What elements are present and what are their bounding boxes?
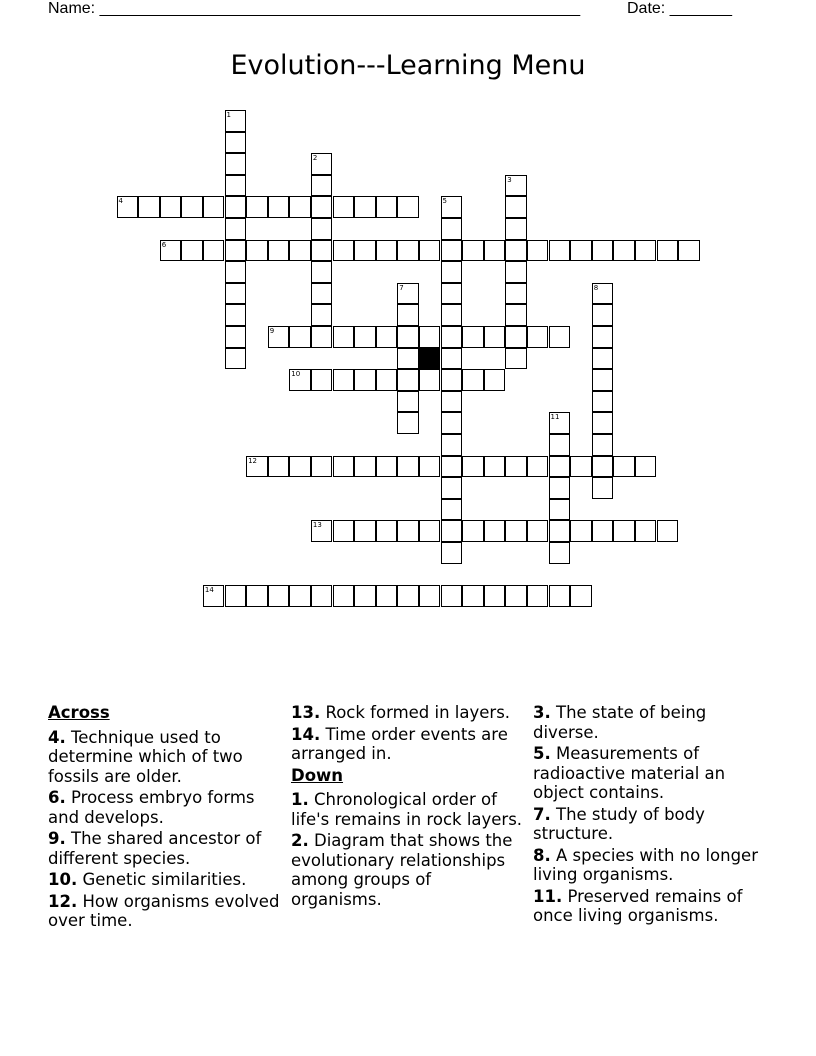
crossword-cell[interactable] xyxy=(441,434,463,456)
crossword-cell[interactable] xyxy=(505,240,527,262)
crossword-cell[interactable] xyxy=(462,326,484,348)
crossword-cell[interactable] xyxy=(225,240,247,262)
across-heading: Across xyxy=(48,703,110,722)
crossword-cell[interactable] xyxy=(527,456,549,478)
crossword-cell[interactable] xyxy=(613,520,635,542)
crossword-cell[interactable] xyxy=(613,240,635,262)
crossword-cell[interactable] xyxy=(354,326,376,348)
clue-across-4: 4. Technique used to determine which of two fossils are older. xyxy=(48,727,243,786)
crossword-cell[interactable] xyxy=(311,196,333,218)
crossword-cell[interactable] xyxy=(246,456,268,478)
crossword-cell[interactable] xyxy=(462,520,484,542)
clue-number: 5 xyxy=(442,197,447,206)
crossword-cell[interactable] xyxy=(441,499,463,521)
crossword-cell[interactable] xyxy=(397,391,419,413)
crossword-cell[interactable] xyxy=(419,456,441,478)
crossword-cell[interactable] xyxy=(333,369,355,391)
crossword-cell[interactable] xyxy=(592,391,614,413)
crossword-cell[interactable] xyxy=(419,326,441,348)
clue-number: 4 xyxy=(118,197,123,206)
clue-number: 3 xyxy=(507,175,512,184)
crossword-cell[interactable] xyxy=(635,240,657,262)
crossword-cell[interactable] xyxy=(570,240,592,262)
crossword-cell[interactable] xyxy=(311,304,333,326)
crossword-cell[interactable] xyxy=(246,585,268,607)
crossword-cell[interactable] xyxy=(311,520,333,542)
crossword-cell[interactable] xyxy=(505,326,527,348)
clues-column-3 xyxy=(533,703,768,928)
crossword-cell[interactable] xyxy=(311,175,333,197)
crossword-cell[interactable] xyxy=(289,369,311,391)
clue-number: 11 xyxy=(550,413,560,422)
down-heading: Down xyxy=(291,765,344,785)
crossword-cell[interactable] xyxy=(160,240,182,262)
crossword-cell[interactable] xyxy=(203,585,225,607)
crossword-cell[interactable] xyxy=(311,261,333,283)
clue-number: 10 xyxy=(291,370,301,379)
crossword-cell[interactable] xyxy=(376,240,398,262)
crossword-cell[interactable] xyxy=(570,585,592,607)
crossword-cell[interactable] xyxy=(549,520,571,542)
crossword-cell[interactable] xyxy=(397,520,419,542)
crossword-cell[interactable] xyxy=(225,153,247,175)
crossword-cell[interactable] xyxy=(441,542,463,564)
crossword-cell[interactable] xyxy=(160,196,182,218)
crossword-cell[interactable] xyxy=(678,240,700,262)
crossword-cell[interactable] xyxy=(333,585,355,607)
clue-down-3: 3. The state of being diverse. xyxy=(533,703,707,742)
crossword-cell[interactable] xyxy=(419,585,441,607)
clue-number: 13 xyxy=(312,521,322,530)
crossword-cell[interactable] xyxy=(549,412,571,434)
crossword-cell[interactable] xyxy=(592,369,614,391)
crossword-cell[interactable] xyxy=(376,196,398,218)
crossword-cell[interactable] xyxy=(549,434,571,456)
crossword-cell[interactable] xyxy=(505,456,527,478)
crossword-cell[interactable] xyxy=(289,240,311,262)
clue-down-7: 7. The study of body structure. xyxy=(533,804,705,843)
crossword-cell[interactable] xyxy=(441,456,463,478)
crossword-cell[interactable] xyxy=(203,196,225,218)
crossword-cell[interactable] xyxy=(613,456,635,478)
clue-across-13: 13. Rock formed in layers. xyxy=(291,703,511,722)
clue-number: 2 xyxy=(312,154,318,163)
crossword-cell[interactable] xyxy=(333,196,355,218)
crossword-cell[interactable] xyxy=(419,369,441,391)
clue-number: 6 xyxy=(161,240,167,249)
crossword-cell[interactable] xyxy=(441,283,463,305)
crossword-cell[interactable] xyxy=(462,240,484,262)
crossword-cell[interactable] xyxy=(289,196,311,218)
crossword-cell[interactable] xyxy=(657,520,679,542)
crossword-cell[interactable] xyxy=(397,585,419,607)
crossword-cell[interactable] xyxy=(484,520,506,542)
crossword-cell[interactable] xyxy=(397,348,419,370)
crossword-cell[interactable] xyxy=(549,326,571,348)
crossword-cell[interactable] xyxy=(181,196,203,218)
clue-number: 14 xyxy=(204,586,214,595)
crossword-cell[interactable] xyxy=(225,326,247,348)
crossword-cell[interactable] xyxy=(333,520,355,542)
clue-number: 9 xyxy=(269,327,275,335)
crossword-cell[interactable] xyxy=(592,434,614,456)
crossword-cell[interactable] xyxy=(592,456,614,478)
crossword-cell[interactable] xyxy=(376,456,398,478)
crossword-cell[interactable] xyxy=(549,240,571,262)
crossword-cell[interactable] xyxy=(311,585,333,607)
crossword-cell[interactable] xyxy=(268,585,290,607)
crossword-cell[interactable] xyxy=(419,520,441,542)
clue-down-2: 2. Diagram that shows the evolutionary relationships among groups of organisms. xyxy=(291,831,513,909)
crossword-cell[interactable] xyxy=(397,304,419,326)
crossword-cell[interactable] xyxy=(354,196,376,218)
crossword-cell[interactable] xyxy=(441,520,463,542)
crossword-cell[interactable] xyxy=(484,240,506,262)
crossword-cell[interactable] xyxy=(311,456,333,478)
crossword-cell[interactable] xyxy=(225,261,247,283)
crossword-cell[interactable] xyxy=(138,196,160,218)
crossword-cell[interactable] xyxy=(462,456,484,478)
crossword-cell[interactable] xyxy=(397,240,419,262)
crossword-cell[interactable] xyxy=(376,585,398,607)
clue-number: 1 xyxy=(226,111,231,119)
crossword-cell[interactable] xyxy=(225,585,247,607)
clue-number: 12 xyxy=(248,456,258,465)
crossword-cell[interactable] xyxy=(225,175,247,197)
crossword-cell[interactable] xyxy=(592,412,614,434)
crossword-cell[interactable] xyxy=(505,520,527,542)
crossword-cell[interactable] xyxy=(505,175,527,197)
clue-across-9: 9. The shared ancestor of different species. xyxy=(48,829,262,868)
crossword-cell[interactable] xyxy=(311,369,333,391)
crossword-cell[interactable] xyxy=(484,369,506,391)
clue-down-1: 1. Chronological order of life's remains in rock layers. xyxy=(291,790,523,829)
crossword-cell[interactable] xyxy=(225,110,247,132)
crossword-cell[interactable] xyxy=(354,585,376,607)
crossword-cell[interactable] xyxy=(289,456,311,478)
crossword-cell[interactable] xyxy=(397,412,419,434)
crossword-cell[interactable] xyxy=(592,520,614,542)
crossword-cell[interactable] xyxy=(549,477,571,499)
crossword-cell[interactable] xyxy=(592,240,614,262)
crossword-cell[interactable] xyxy=(419,240,441,262)
crossword-cell[interactable] xyxy=(657,240,679,262)
crossword-cell[interactable] xyxy=(484,585,506,607)
crossword-cell[interactable] xyxy=(376,369,398,391)
blocked-cell xyxy=(419,348,441,370)
crossword-cell[interactable] xyxy=(441,585,463,607)
clues-column-2 xyxy=(291,703,526,911)
name-field[interactable]: Name: ______________________________________________________ xyxy=(48,0,581,17)
crossword-cell[interactable] xyxy=(246,196,268,218)
crossword-cell[interactable] xyxy=(527,326,549,348)
crossword-cell[interactable] xyxy=(505,348,527,370)
crossword-cell[interactable] xyxy=(311,283,333,305)
page-title: Evolution---Learning Menu xyxy=(230,50,586,81)
crossword-cell[interactable] xyxy=(333,456,355,478)
crossword-cell[interactable] xyxy=(549,542,571,564)
clue-down-11: 11. Preserved remains of once living organisms. xyxy=(533,886,743,925)
crossword-cell[interactable] xyxy=(441,477,463,499)
crossword-cell[interactable] xyxy=(462,369,484,391)
crossword-cell[interactable] xyxy=(570,456,592,478)
crossword-cell[interactable] xyxy=(441,412,463,434)
clue-down-5: 5. Measurements of radioactive material an object contains. xyxy=(533,744,726,802)
crossword-cell[interactable] xyxy=(505,196,527,218)
crossword-cell[interactable] xyxy=(527,520,549,542)
crossword-cell[interactable] xyxy=(225,218,247,240)
crossword-cell[interactable] xyxy=(311,218,333,240)
clues-column-1 xyxy=(48,703,283,933)
crossword-cell[interactable] xyxy=(441,326,463,348)
crossword-cell[interactable] xyxy=(268,240,290,262)
crossword-cell[interactable] xyxy=(505,218,527,240)
crossword-cell[interactable] xyxy=(311,240,333,262)
crossword-cell[interactable] xyxy=(592,348,614,370)
crossword-cell[interactable] xyxy=(505,585,527,607)
clue-down-8: 8. A species with no longer living organisms. xyxy=(533,845,758,884)
crossword-cell[interactable] xyxy=(311,153,333,175)
crossword-cell[interactable] xyxy=(376,520,398,542)
crossword-cell[interactable] xyxy=(505,304,527,326)
clue-number: 8 xyxy=(593,283,599,292)
crossword-cell[interactable] xyxy=(225,348,247,370)
crossword-cell[interactable] xyxy=(268,326,290,348)
crossword-cell[interactable] xyxy=(397,196,419,218)
crossword-cell[interactable] xyxy=(441,240,463,262)
crossword-cell[interactable] xyxy=(181,240,203,262)
crossword-cell[interactable] xyxy=(354,520,376,542)
crossword-cell[interactable] xyxy=(311,326,333,348)
clue-number: 7 xyxy=(399,283,404,292)
crossword-cell[interactable] xyxy=(333,240,355,262)
crossword-cell[interactable] xyxy=(225,132,247,154)
crossword-cell[interactable] xyxy=(268,456,290,478)
crossword-cell[interactable] xyxy=(549,456,571,478)
crossword-cell[interactable] xyxy=(289,585,311,607)
crossword-cell[interactable] xyxy=(441,348,463,370)
crossword-cell[interactable] xyxy=(527,240,549,262)
crossword-cell[interactable] xyxy=(549,585,571,607)
clue-across-12: 12. How organisms evolved over time. xyxy=(48,891,280,930)
crossword-cell[interactable] xyxy=(592,304,614,326)
crossword-cell[interactable] xyxy=(441,369,463,391)
crossword-cell[interactable] xyxy=(441,391,463,413)
crossword-cell[interactable] xyxy=(441,218,463,240)
crossword-cell[interactable] xyxy=(289,326,311,348)
crossword-cell[interactable] xyxy=(484,326,506,348)
crossword-cell[interactable] xyxy=(354,240,376,262)
crossword-cell[interactable] xyxy=(441,261,463,283)
crossword-cell[interactable] xyxy=(225,304,247,326)
clue-across-10: 10. Genetic similarities. xyxy=(48,870,247,889)
crossword-cell[interactable] xyxy=(397,283,419,305)
crossword-cell[interactable] xyxy=(397,456,419,478)
crossword-cell[interactable] xyxy=(592,326,614,348)
crossword-cell[interactable] xyxy=(635,456,657,478)
crossword-cell[interactable] xyxy=(527,585,549,607)
crossword-cell[interactable] xyxy=(592,283,614,305)
crossword-cell[interactable] xyxy=(333,326,355,348)
crossword-cell[interactable] xyxy=(505,261,527,283)
date-field[interactable]: Date: _______ xyxy=(627,0,732,17)
crossword-cell[interactable] xyxy=(117,196,139,218)
clue-across-14: 14. Time order events are arranged in. xyxy=(291,724,508,763)
crossword-cell[interactable] xyxy=(376,326,398,348)
crossword-cell[interactable] xyxy=(225,196,247,218)
crossword-cell[interactable] xyxy=(462,585,484,607)
crossword-cell[interactable] xyxy=(203,240,225,262)
crossword-cell[interactable] xyxy=(354,456,376,478)
crossword-cell[interactable] xyxy=(484,456,506,478)
crossword-cell[interactable] xyxy=(570,520,592,542)
crossword-cell[interactable] xyxy=(354,369,376,391)
crossword-cell[interactable] xyxy=(549,499,571,521)
crossword-cell[interactable] xyxy=(505,283,527,305)
crossword-cell[interactable] xyxy=(397,326,419,348)
crossword-cell[interactable] xyxy=(246,240,268,262)
crossword-cell[interactable] xyxy=(225,283,247,305)
crossword-cell[interactable] xyxy=(592,477,614,499)
crossword-cell[interactable] xyxy=(635,520,657,542)
crossword-cell[interactable] xyxy=(441,196,463,218)
crossword-cell[interactable] xyxy=(441,304,463,326)
clue-across-6: 6. Process embryo forms and develops. xyxy=(48,788,255,827)
crossword-cell[interactable] xyxy=(397,369,419,391)
crossword-cell[interactable] xyxy=(268,196,290,218)
